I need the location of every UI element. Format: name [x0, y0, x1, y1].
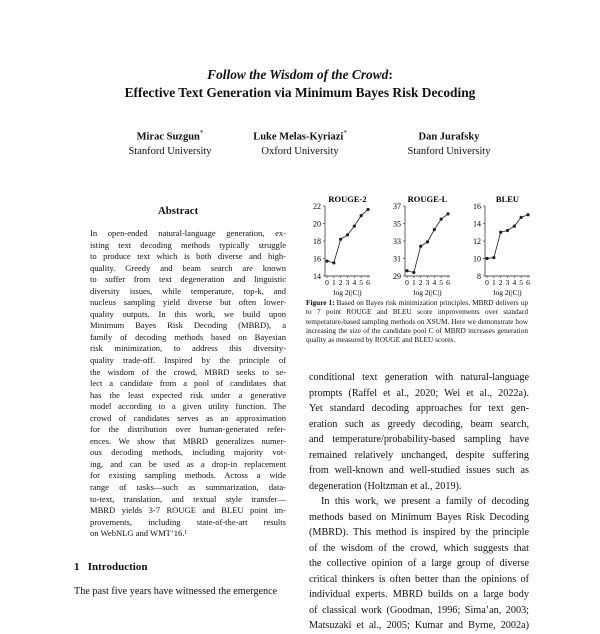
body-line: methods based on Minimum Bayes Risk Decoding: [309, 511, 529, 523]
chart-rouge-l: [393, 194, 450, 297]
chart-x-label: log 2(|C|): [493, 288, 522, 297]
author-name: Luke Melas-Kyriazi: [253, 131, 344, 143]
body-line: Yet standard decoding approaches for text gen-: [309, 403, 529, 414]
chart-data-point: [366, 208, 369, 211]
abstract-line: quality. Greedy and beam search are known: [90, 262, 286, 273]
abstract-line: range of tasks—such as summarization, data-: [90, 482, 286, 493]
author-affiliation: Stanford University: [407, 145, 491, 157]
abstract-line: Minimum Bayes Risk Decoding (MBRD), a: [90, 320, 286, 331]
body-line: prompts (Raffel et al., 2020; Wei et al., 2022a).: [309, 387, 529, 399]
chart-x-tick-label: 6: [526, 278, 530, 287]
chart-data-point: [433, 228, 436, 231]
chart-y-tick-label: 16: [473, 201, 481, 211]
chart-y-tick-label: 14: [473, 219, 481, 229]
body-line: from well-known and well-studied issues such as: [309, 465, 529, 476]
chart-data-point: [353, 225, 356, 228]
chart-x-tick-label: 5: [359, 278, 364, 287]
body-line: remained relatively unchanged, despite suffering: [309, 449, 529, 461]
chart-y-tick-label: 12: [473, 236, 481, 246]
chart-y-tick-label: 10: [473, 254, 481, 264]
right-column-body: [309, 370, 529, 634]
body-line: eration such as greedy decoding, beam search,: [309, 418, 529, 430]
chart-series-line: [487, 215, 528, 259]
author-name: Mirac Suzgun: [136, 131, 200, 143]
caption-label: Figure 1:: [306, 298, 335, 307]
author-affiliation: Stanford University: [128, 145, 212, 157]
chart-data-point: [339, 238, 342, 241]
chart-y-tick-label: 29: [393, 271, 401, 281]
chart-y-tick-label: 14: [313, 271, 321, 281]
abstract-line: lect a candidate from a pool of candidates that: [90, 378, 286, 389]
abstract-line: provements, including state-of-the-art results: [90, 516, 286, 527]
abstract-line: ences. We show that MBRD generalizes numer-: [90, 435, 286, 446]
chart-y-tick-label: 31: [393, 254, 401, 264]
abstract-line: model according to a given utility function. The: [90, 401, 286, 412]
paper-title-line1: [0, 66, 600, 83]
chart-data-point: [332, 261, 335, 264]
chart-title: ROUGE-L: [407, 194, 448, 204]
chart-data-point: [325, 260, 328, 263]
chart-data-point: [520, 216, 523, 219]
chart-data-point: [419, 245, 422, 248]
body-line: In this work, we present a family of decoding: [321, 496, 529, 507]
abstract-line: MBRD yields 3-7 ROUGE and BLEU point im-: [90, 505, 286, 516]
chart-data-point: [440, 218, 443, 221]
chart-x-tick-label: 1: [491, 278, 496, 287]
body-line: and temperature/probability-based sampling have: [309, 434, 529, 445]
chart-y-tick-label: 35: [393, 219, 401, 229]
chart-y-tick-label: 33: [393, 236, 401, 246]
chart-x-tick-label: 2: [418, 278, 423, 287]
chart-rouge-2: [313, 194, 370, 297]
abstract-line: has the least expected risk under a generative: [90, 389, 286, 400]
chart-x-tick-label: 5: [519, 278, 524, 287]
abstract-body: [90, 228, 286, 540]
chart-x-tick-label: 3: [345, 278, 350, 287]
paper-title-line2: Effective Text Generation via Minimum Bayes Risk Decoding: [124, 85, 476, 100]
abstract-line: family of decoding methods based on Bayesian: [90, 331, 286, 342]
section-title: Introduction: [87, 561, 148, 573]
chart-x-tick-label: 4: [352, 278, 357, 287]
chart-x-tick-label: 0: [325, 278, 329, 287]
chart-y-tick-label: 22: [313, 201, 321, 211]
abstract-line: diversity issues, while temperature, top-k, and: [90, 285, 286, 296]
chart-bleu: [473, 194, 530, 297]
figure-1-caption: [306, 298, 528, 344]
author-mark: *: [199, 129, 204, 137]
body-line: of classical work (Goodman, 1996; Sima’an, 2003;: [309, 604, 529, 616]
author-name: Dan Jurafsky: [418, 131, 480, 143]
chart-y-tick-label: 37: [393, 201, 401, 211]
chart-y-tick-label: 18: [313, 236, 321, 246]
caption-text: Based on Bayes risk minimization principles, MBRD delivers up to 7 point ROUGE and BLEU score improvements over standard temperature-based sampling methods on XSUM. Here we demonstrate how increasing the size of the candidate pool C of MBRD increases generation quality as measured by ROUGE and BLEU scores.: [306, 298, 528, 345]
body-line: degeneration (Holtzman et al., 2019).: [309, 480, 462, 492]
abstract-line: ing, and can be used as a drop-in replacement: [90, 458, 286, 469]
chart-data-point: [485, 257, 488, 260]
chart-data-point: [492, 256, 495, 259]
chart-x-tick-label: 4: [512, 278, 517, 287]
abstract-line: on WebNLG and WMT’16.¹: [90, 528, 187, 539]
body-line: the collective opinion of a large group of diverse: [309, 558, 529, 569]
chart-data-point: [499, 231, 502, 234]
chart-y-tick-label: 8: [477, 271, 481, 281]
paper-title-italic: Follow the Wisdom of the Crowd: [207, 67, 389, 82]
chart-x-tick-label: 3: [425, 278, 430, 287]
abstract-line: to produce text which is both diverse and high-: [90, 251, 286, 262]
author-mark: *: [343, 129, 347, 137]
abstract-line: for existing sampling methods. Across a wide: [90, 470, 286, 481]
abstract-line: to-text, translation, and textual style transfer—: [90, 493, 286, 504]
section-number: 1: [74, 561, 80, 573]
chart-data-point: [346, 233, 349, 236]
author-block: [225, 126, 375, 159]
chart-x-tick-label: 0: [405, 278, 409, 287]
chart-data-point: [446, 212, 449, 215]
figure-1-charts: [300, 190, 540, 298]
body-line: of the wisdom of the crowd, which suggests that: [309, 542, 529, 554]
abstract-line: quality outputs. In this work, we build upon: [90, 308, 286, 319]
chart-x-tick-label: 2: [338, 278, 343, 287]
chart-x-tick-label: 1: [411, 278, 416, 287]
chart-data-point: [405, 269, 408, 272]
abstract-line: for the distribution over human-generated refer-: [90, 424, 286, 435]
abstract-line: to suffer from text degeneration and linguistic: [90, 274, 286, 285]
chart-x-tick-label: 6: [446, 278, 450, 287]
intro-first-line: The past five years have witnessed the emergence: [74, 586, 278, 597]
chart-y-tick-label: 20: [313, 219, 321, 229]
chart-x-tick-label: 2: [498, 278, 503, 287]
section-heading-introduction: [74, 561, 147, 573]
abstract-line: the wisdom of the crowd, MBRD seeks to se-: [90, 366, 286, 377]
chart-x-tick-label: 0: [485, 278, 489, 287]
chart-data-point: [506, 229, 509, 232]
paper-title-colon: :: [388, 67, 393, 82]
chart-data-point: [360, 214, 363, 217]
body-line: Matsuzaki et al., 2005; Kumar and Byrne, 2002a): [309, 620, 529, 631]
abstract-line: ous decoding methods, including majority vot-: [90, 447, 286, 458]
chart-title: BLEU: [495, 194, 520, 204]
abstract-line: risk minimization, to address this diversity-: [90, 343, 286, 354]
body-line: critical thinkers is often better than the opinions of: [309, 573, 529, 585]
body-line: individual experts. MBRD builds on a large body: [309, 589, 529, 600]
author-block: [374, 126, 524, 159]
chart-data-point: [412, 271, 415, 274]
chart-data-point: [513, 225, 516, 228]
author-block: [95, 126, 245, 159]
chart-x-tick-label: 4: [432, 278, 437, 287]
author-affiliation: Oxford University: [261, 145, 339, 157]
chart-x-label: log 2(|C|): [413, 288, 442, 297]
chart-x-label: log 2(|C|): [333, 288, 362, 297]
abstract-line: isting text decoding methods typically struggle: [90, 239, 286, 250]
abstract-line: nucleus sampling yield diverse but often lower-: [90, 297, 286, 308]
chart-y-tick-label: 16: [313, 254, 321, 264]
chart-x-tick-label: 6: [366, 278, 370, 287]
body-line: (MBRD). This method is inspired by the principle: [309, 527, 529, 538]
body-line: conditional text generation with natural-language: [309, 372, 529, 383]
abstract-line: crowd of candidates serves as an approximation: [90, 412, 286, 423]
chart-data-point: [426, 240, 429, 243]
chart-x-tick-label: 5: [439, 278, 444, 287]
abstract-line: quality trade-off. Inspired by the principle of: [90, 355, 286, 366]
chart-title: ROUGE-2: [328, 194, 367, 204]
chart-x-tick-label: 1: [331, 278, 336, 287]
chart-x-tick-label: 3: [505, 278, 510, 287]
chart-data-point: [526, 213, 529, 216]
abstract-heading: Abstract: [158, 205, 199, 217]
abstract-line: In open-ended natural-language generation, ex-: [90, 228, 286, 238]
